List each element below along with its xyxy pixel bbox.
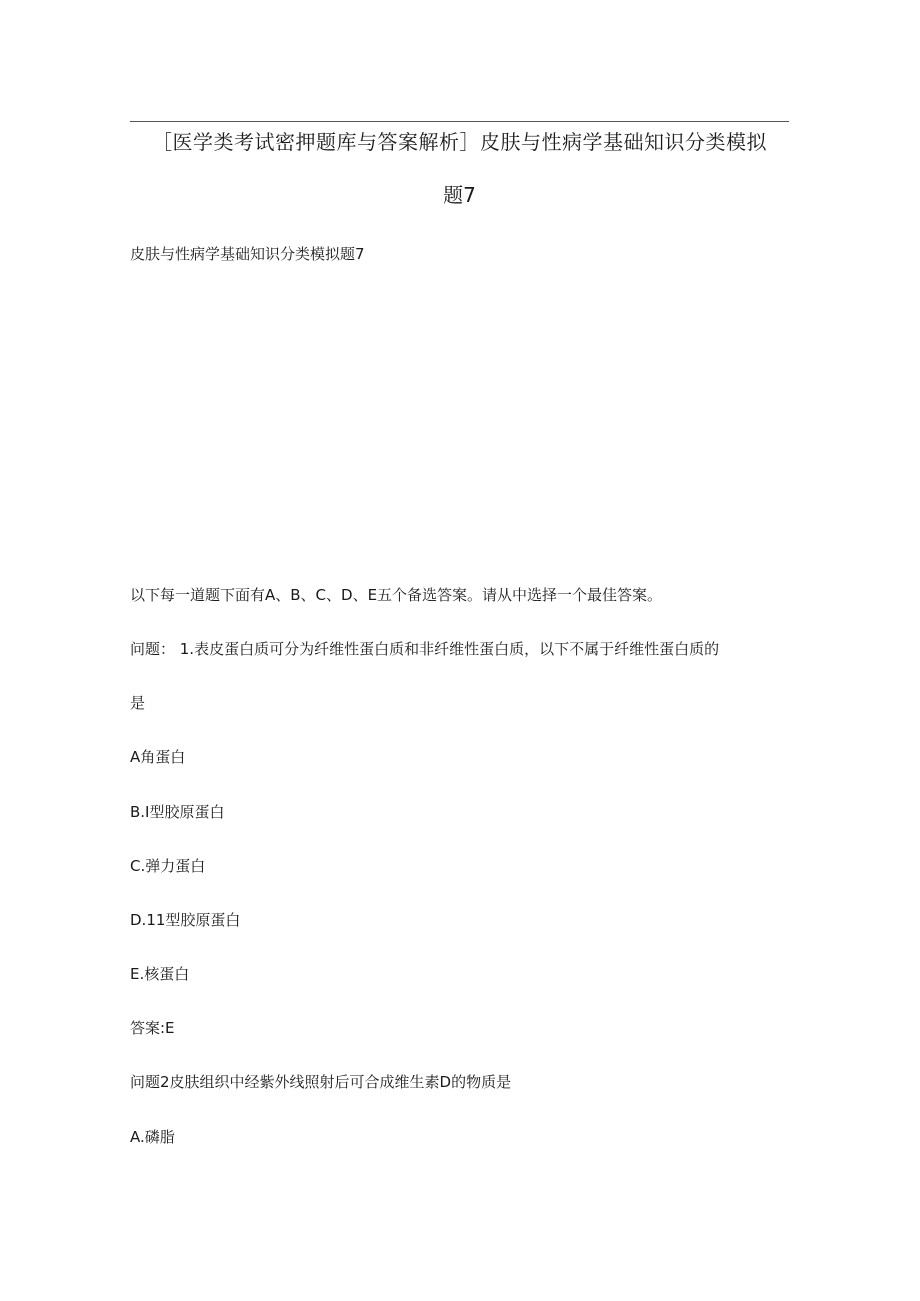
document-subtitle: 皮肤与性病学基础知识分类模拟题7 bbox=[130, 245, 365, 263]
question-1-option-d: D.11型胶原蛋白 bbox=[130, 911, 241, 929]
question-1-option-c: C.弹力蛋白 bbox=[130, 857, 206, 875]
document-title-continued: 题7 bbox=[443, 183, 476, 207]
header-rule bbox=[130, 121, 789, 122]
question-2-text: 问题2皮肤组织中经紫外线照射后可合成维生素D的物质是 bbox=[130, 1073, 512, 1091]
question-1-text: 问题： 1.表皮蛋白质可分为纤维性蛋白质和非纤维性蛋白质，以下不属于纤维性蛋白质的 bbox=[130, 640, 720, 658]
question-1-answer: 答案:E bbox=[130, 1019, 175, 1037]
question-1-option-b: B.I型胶原蛋白 bbox=[130, 803, 225, 821]
instruction-text: 以下每一道题下面有A、B、C、D、E五个备选答案。请从中选择一个最佳答案。 bbox=[130, 586, 663, 604]
document-title: ［医学类考试密押题库与答案解析］皮肤与性病学基础知识分类模拟 bbox=[152, 130, 767, 154]
question-2-option-a: A.磷脂 bbox=[130, 1128, 175, 1146]
question-1-option-a: A角蛋白 bbox=[130, 748, 186, 766]
question-1-text-continued: 是 bbox=[130, 694, 146, 712]
question-1-option-e: E.核蛋白 bbox=[130, 965, 190, 983]
